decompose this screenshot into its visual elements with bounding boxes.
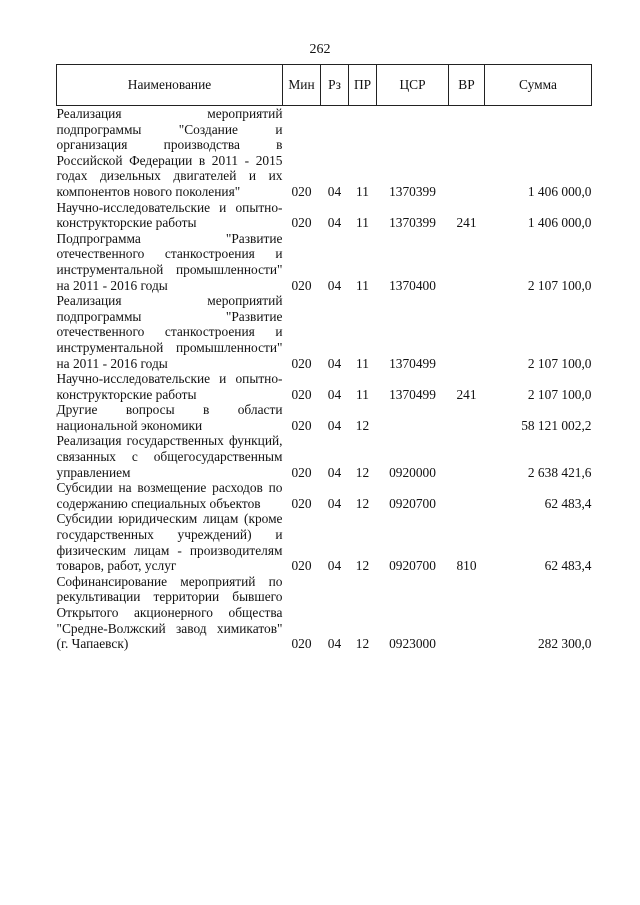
row-vr [449, 433, 485, 480]
row-sum: 2 107 100,0 [527, 277, 592, 293]
table-row [57, 574, 592, 652]
row-pr: 12 [355, 558, 370, 574]
row-name: Субсидии на возмещение расходов по содержанию специальных объектов [56, 480, 283, 511]
header-vr: ВР [449, 65, 485, 106]
row-vr [449, 293, 485, 371]
table-header [57, 65, 592, 106]
table-row [57, 200, 592, 231]
row-vr: 241 [456, 215, 477, 231]
row-rz: 04 [327, 183, 342, 199]
row-pr: 12 [355, 464, 370, 480]
table-row [57, 480, 592, 511]
header-csr: ЦСР [377, 65, 449, 106]
row-rz: 04 [327, 636, 342, 652]
row-vr [449, 106, 485, 200]
row-rz: 04 [327, 464, 342, 480]
row-csr: 0923000 [389, 636, 436, 652]
row-name: Другие вопросы в области национальной экономики [56, 402, 283, 433]
row-vr: 241 [456, 386, 477, 402]
row-min: 020 [291, 464, 312, 480]
row-sum: 2 107 100,0 [527, 386, 592, 402]
table-body [57, 106, 592, 652]
row-csr: 1370400 [389, 277, 436, 293]
row-rz: 04 [327, 495, 342, 511]
table-row [57, 293, 592, 371]
page-number: 262 [309, 42, 331, 57]
budget-table [56, 64, 592, 652]
row-pr: 11 [356, 215, 369, 231]
row-csr: 0920000 [389, 464, 436, 480]
table-row [57, 231, 592, 293]
row-rz: 04 [327, 277, 342, 293]
row-rz: 04 [327, 355, 342, 371]
row-rz: 04 [327, 386, 342, 402]
row-min: 020 [291, 495, 312, 511]
row-sum: 2 638 421,6 [527, 464, 592, 480]
row-sum: 1 406 000,0 [527, 183, 592, 199]
row-vr [449, 574, 485, 652]
header-name: Наименование [57, 65, 283, 106]
row-vr [449, 480, 485, 511]
row-min: 020 [291, 277, 312, 293]
row-min: 020 [291, 355, 312, 371]
row-csr: 1370499 [389, 386, 436, 402]
row-csr: 0920700 [389, 495, 436, 511]
row-pr: 12 [355, 495, 370, 511]
row-min: 020 [291, 558, 312, 574]
row-sum: 1 406 000,0 [527, 215, 592, 231]
table-row [57, 402, 592, 433]
row-name: Реализация мероприятий подпрограммы "Развитие отечественного станкостроения и инструментальной промышленности" на 2011 - 2016 годы [56, 293, 283, 371]
row-sum: 282 300,0 [537, 636, 592, 652]
row-sum: 2 107 100,0 [527, 355, 592, 371]
row-name: Научно-исследовательские и опытно-конструкторские работы [56, 371, 283, 402]
row-name: Подпрограмма "Развитие отечественного станкостроения и инструментальной промышленности" на 2011 - 2016 годы [56, 230, 283, 293]
row-pr: 12 [355, 636, 370, 652]
row-pr: 11 [356, 183, 369, 199]
table-row [57, 371, 592, 402]
row-csr: 0920700 [389, 558, 436, 574]
row-rz: 04 [327, 215, 342, 231]
row-csr: 1370399 [389, 183, 436, 199]
row-min: 020 [291, 183, 312, 199]
table-row [57, 106, 592, 200]
row-min: 020 [291, 636, 312, 652]
header-min: Мин [283, 65, 321, 106]
row-pr: 11 [356, 355, 369, 371]
row-rz: 04 [327, 417, 342, 433]
row-pr: 11 [356, 277, 369, 293]
row-name: Софинансирование мероприятий по рекультивации территории бывшего Открытого акционерного общества "Средне-Волжский завод химикатов" (г. Чапаевск) [56, 573, 283, 652]
header-rz: Рз [321, 65, 349, 106]
row-pr: 12 [355, 417, 370, 433]
row-min: 020 [291, 417, 312, 433]
row-vr [449, 231, 485, 293]
row-csr: 1370399 [389, 215, 436, 231]
header-pr: ПР [349, 65, 377, 106]
row-name: Субсидии юридическим лицам (кроме государственных учреждений) и физическим лицам - производителям товаров, работ, услуг [56, 511, 283, 574]
row-name: Реализация мероприятий подпрограммы "Создание и организация производства в Российской Федерации в 2011 - 2015 годах дизельных двигателей и их компонентов нового поколения" [56, 106, 283, 199]
row-name: Реализация государственных функций, связанных с общегосударственным управлением [56, 433, 283, 480]
row-min: 020 [291, 215, 312, 231]
row-rz: 04 [327, 558, 342, 574]
row-vr: 810 [456, 558, 477, 574]
row-min: 020 [291, 386, 312, 402]
row-sum: 62 483,4 [544, 558, 592, 574]
header-sum: Сумма [485, 65, 592, 106]
row-name: Научно-исследовательские и опытно-конструкторские работы [56, 199, 283, 231]
row-sum: 62 483,4 [544, 495, 592, 511]
table-row [57, 433, 592, 480]
row-csr: 1370499 [389, 355, 436, 371]
row-pr: 11 [356, 386, 369, 402]
table-row [57, 511, 592, 573]
row-sum: 58 121 002,2 [521, 417, 592, 433]
row-vr [449, 402, 485, 433]
row-csr [377, 402, 449, 433]
